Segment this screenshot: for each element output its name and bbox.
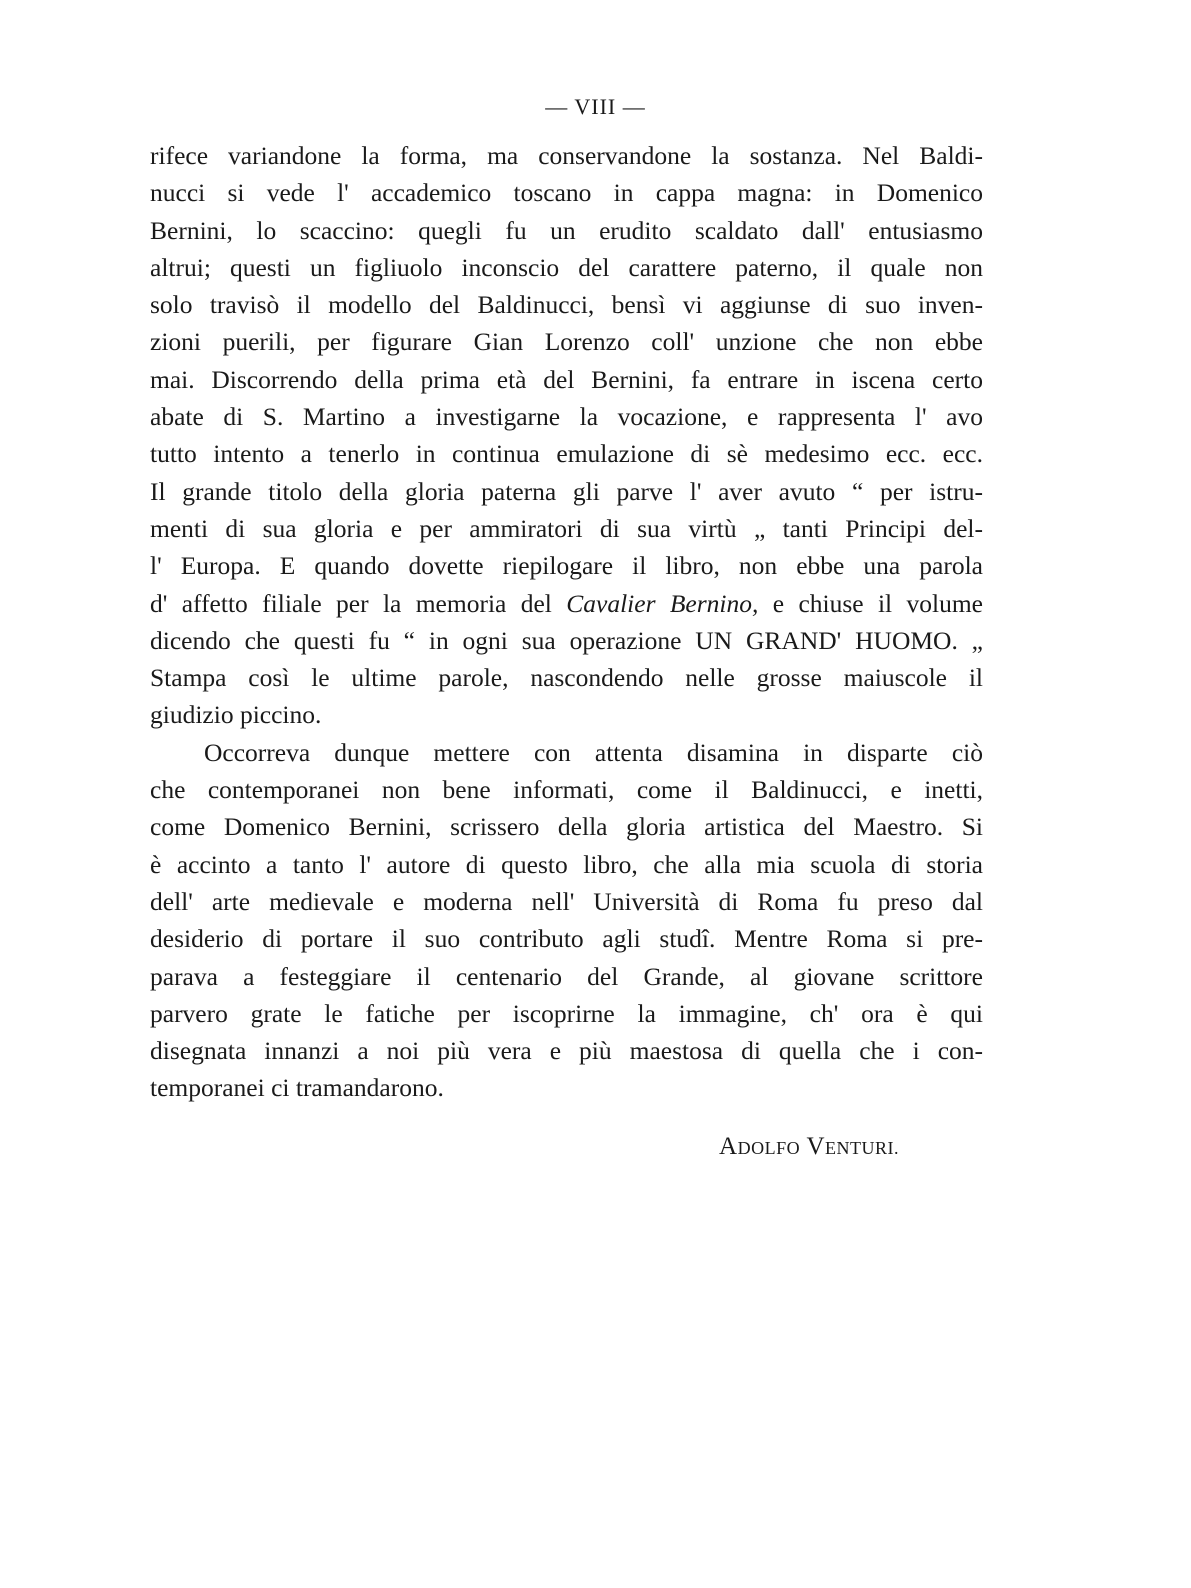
text-line-with-italic: [150, 585, 983, 622]
text-line: menti di sua gloria e per ammiratori di sua virtù „ tanti Principi del-: [150, 513, 983, 543]
text-line: Il grande titolo della gloria paterna gli parve l' aver avuto “ per istru-: [150, 476, 983, 506]
text-line: rifece variandone la forma, ma conservandone la sostanza. Nel Baldi-: [150, 141, 983, 170]
text-line: giudizio piccino.: [150, 700, 322, 730]
paragraph-1: [150, 137, 983, 734]
text-line: parvero grate le fatiche per iscoprirne la immagine, ch' ora è qui: [150, 998, 983, 1028]
text-line: tutto intento a tenerlo in continua emulazione di sè medesimo ecc. ecc.: [150, 439, 983, 469]
text-line: altrui; questi un figliuolo inconscio del carattere paterno, il quale non: [150, 252, 983, 282]
text-line: che contemporanei non bene informati, come il Baldinucci, e inetti,: [150, 775, 983, 805]
author-signature: ADOLFO VENTURI.: [719, 1133, 899, 1160]
text-segment: e chiuse il volume: [758, 588, 983, 618]
text-line: temporanei ci tramandarono.: [150, 1073, 444, 1103]
text-line: solo travisò il modello del Baldinucci, bensì vi aggiunse di suo inven-: [150, 290, 983, 320]
text-line: Bernini, lo scaccino: quegli fu un erudito scaldato dall' entusiasmo: [150, 215, 983, 245]
text-line: mai. Discorrendo della prima età del Bernini, fa entrare in iscena certo: [150, 364, 983, 394]
paragraph-2: [150, 734, 983, 1107]
body-text: [150, 137, 983, 1107]
text-line: desiderio di portare il suo contributo agli studî. Mentre Roma si pre-: [150, 924, 983, 954]
text-line: disegnata innanzi a noi più vera e più maestosa di quella che i con-: [150, 1036, 983, 1066]
page-number: — VIII —: [545, 94, 646, 119]
italic-title: Cavalier Bernino,: [566, 588, 759, 618]
text-line: Stampa così le ultime parole, nascondendo nelle grosse maiuscole il: [150, 663, 983, 693]
text-line: Occorreva dunque mettere con attenta disamina in disparte ciò: [204, 737, 983, 767]
text-line: dicendo che questi fu “ in ogni sua operazione UN GRAND' HUOMO. „: [150, 625, 983, 655]
text-line: abate di S. Martino a investigarne la vocazione, e rappresenta l' avo: [150, 402, 983, 432]
text-segment: d' affetto filiale per la memoria del: [150, 588, 567, 618]
text-line: zioni puerili, per figurare Gian Lorenzo coll' unzione che non ebbe: [150, 327, 983, 357]
text-line: è accinto a tanto l' autore di questo libro, che alla mia scuola di storia: [150, 849, 983, 879]
text-line: nucci si vede l' accademico toscano in cappa magna: in Domenico: [150, 178, 983, 208]
text-line: dell' arte medievale e moderna nell' Università di Roma fu preso dal: [150, 886, 983, 916]
text-line: come Domenico Bernini, scrissero della gloria artistica del Maestro. Si: [150, 812, 983, 842]
text-line: parava a festeggiare il centenario del Grande, al giovane scrittore: [150, 961, 983, 991]
text-line: l' Europa. E quando dovette riepilogare il libro, non ebbe una parola: [150, 551, 983, 581]
